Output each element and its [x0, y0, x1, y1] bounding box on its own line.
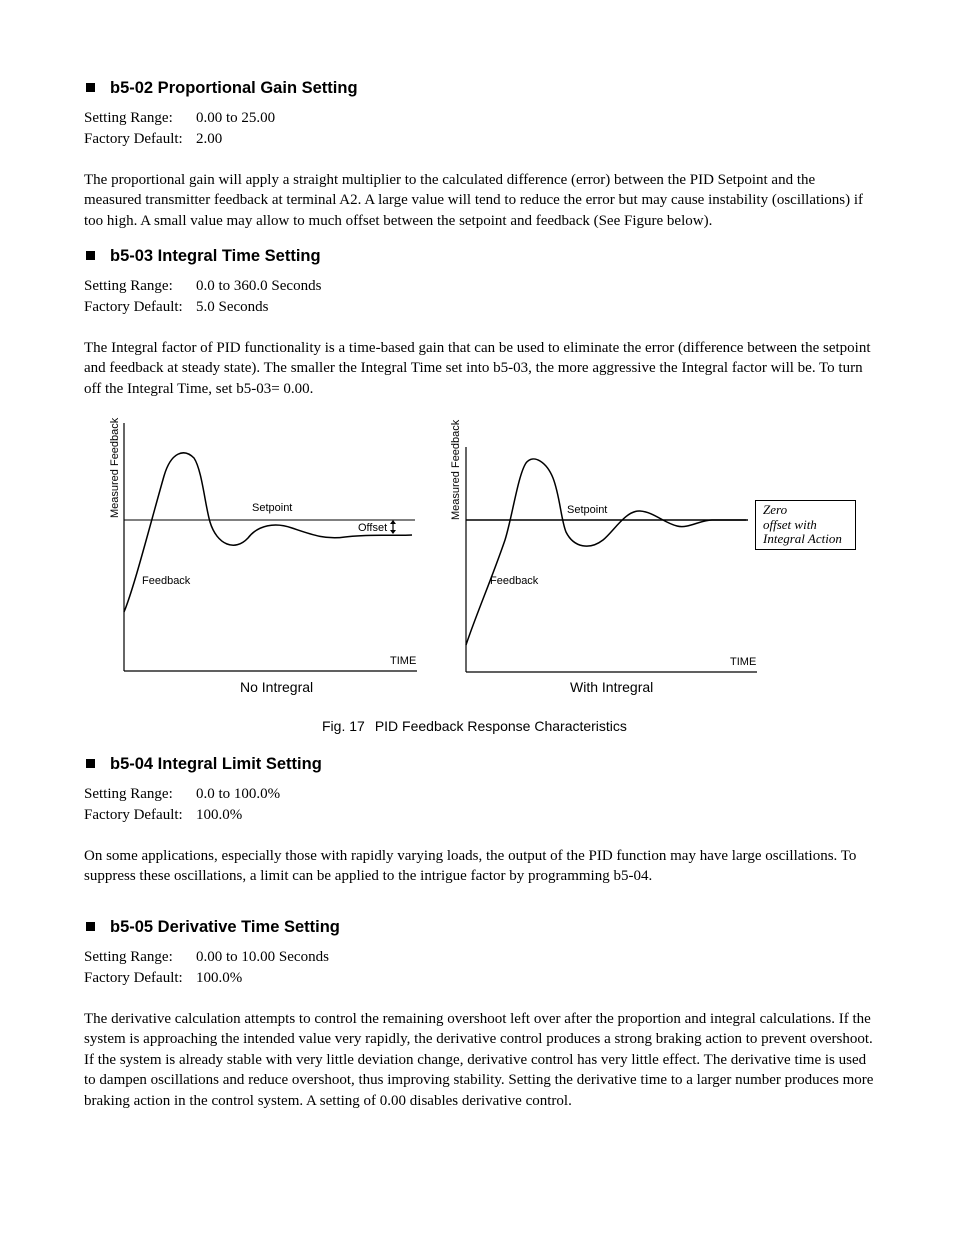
note-line: Zero [763, 502, 788, 517]
right-setpoint-label: Setpoint [567, 504, 608, 516]
setting-range-value: 0.0 to 100.0% [196, 786, 281, 802]
left-x-label: TIME [390, 655, 417, 667]
spec-block-b5-05 [84, 947, 329, 989]
factory-default-label: Factory Default: [84, 131, 183, 147]
figure-number: Fig. 17 [322, 718, 365, 734]
setting-range-value: 0.0 to 360.0 Seconds [196, 278, 322, 294]
factory-default-value: 2.00 [196, 131, 223, 147]
factory-default-value: 100.0% [196, 807, 243, 823]
left-feedback-label: Feedback [142, 575, 191, 587]
setting-range-label: Setting Range: [84, 110, 173, 126]
right-feedback-label: Feedback [490, 575, 539, 587]
setting-range-label: Setting Range: [84, 278, 173, 294]
right-y-label: Measured Feedback [450, 419, 462, 520]
figure-caption-text: PID Feedback Response Characteristics [374, 718, 627, 734]
setting-range-label: Setting Range: [84, 786, 173, 802]
section-heading-b5-04: b5-04 Integral Limit Setting [86, 755, 322, 774]
section-heading-b5-05: b5-05 Derivative Time Setting [86, 918, 340, 937]
figure-caption [322, 718, 627, 734]
paragraph-b5-05: The derivative calculation attempts to control the remaining overshoot left over after the proportion and integral calculations. If the system is approaching the intended value very rapidly, the derivative control produces a strong braking action to prevent overshoot. If the system is already stable with very little deviation change, derivative control has very little effect. The derivative time is used to dampen oscillations and reduce overshoot, thus improving stability. Setting the derivative time to a larger number produces more braking action in the control system. A setting of 0.00 disables derivative control. [84, 1011, 874, 1109]
square-bullet-icon [86, 922, 95, 931]
right-chart-title: With Intregral [570, 679, 654, 695]
note-line: Integral Action [763, 531, 842, 546]
factory-default-value: 5.0 Seconds [196, 299, 269, 315]
note-line: offset with [763, 516, 817, 532]
section-heading-b5-03: b5-03 Integral Time Setting [86, 247, 321, 266]
setting-range-value: 0.00 to 25.00 [196, 110, 276, 126]
setting-range-label: Setting Range: [84, 949, 173, 965]
factory-default-label: Factory Default: [84, 299, 183, 315]
setting-range-value: 0.00 to 10.00 Seconds [196, 949, 329, 965]
left-chart-title: No Intregral [240, 679, 314, 695]
factory-default-label: Factory Default: [84, 807, 183, 823]
paragraph-b5-03: The Integral factor of PID functionality is a time-based gain that can be used to eliminate the error (difference between the setpoint and feedback at steady state). The smaller the Integral Time set into b5-03, the more aggressive the Integral factor will be. To turn off the Integral Time, set b5-03= 0.00. [84, 340, 871, 397]
paragraph-b5-02: The proportional gain will apply a straight multiplier to the calculated difference (error) between the PID Setpoint and the measured transmitter feedback at terminal A2. A large value will tend to reduce the error but may cause instability (oscillations) if too high. A small value may allow to much offset between the setpoint and feedback (See Figure below). [84, 172, 864, 229]
left-offset-label: Offset [358, 522, 388, 534]
left-setpoint-label: Setpoint [252, 502, 293, 514]
square-bullet-icon [86, 759, 95, 768]
spec-block-b5-04 [84, 784, 280, 826]
zero-offset-note [755, 500, 856, 550]
left-y-label: Measured Feedback [109, 417, 121, 518]
right-chart [450, 419, 757, 695]
factory-default-value: 100.0% [196, 970, 243, 986]
right-feedback-curve [466, 459, 746, 645]
factory-default-label: Factory Default: [84, 970, 183, 986]
paragraph-b5-04: On some applications, especially those with rapidly varying loads, the output of the PID function may have large oscillations. To suppress these oscillations, a limit can be applied to the intrigue factor by programming b5-04. [84, 848, 857, 885]
left-chart [109, 417, 417, 695]
section-heading-b5-02: b5-02 Proportional Gain Setting [86, 79, 358, 98]
right-x-label: TIME [730, 656, 757, 668]
